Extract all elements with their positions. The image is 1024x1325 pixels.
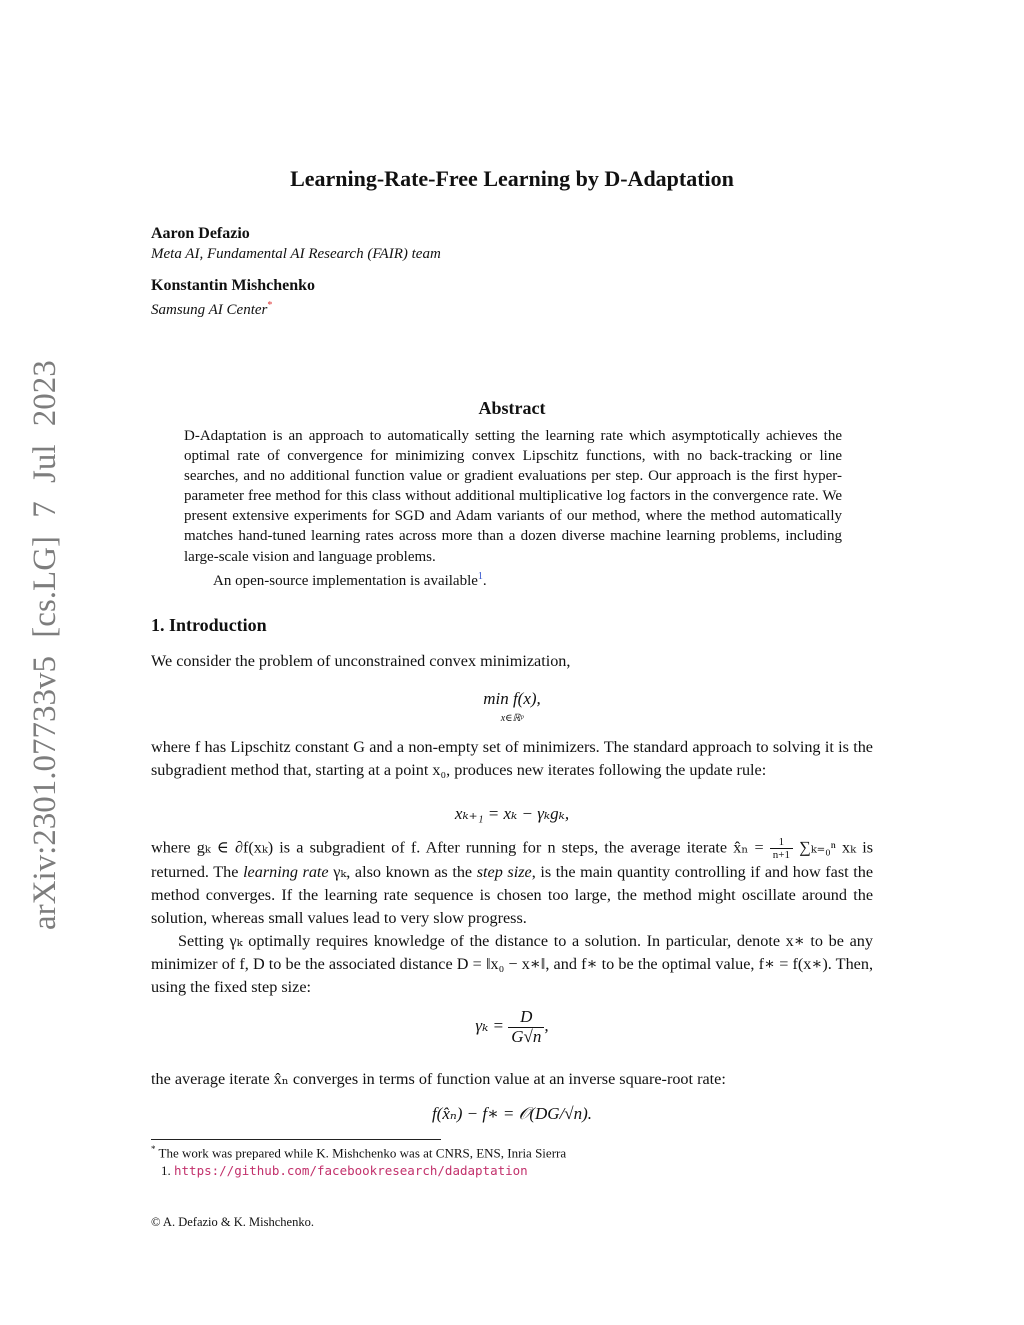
equation-1: min f(x), x∈ℝᵖ xyxy=(483,689,541,724)
abstract-heading: Abstract xyxy=(478,398,546,418)
arxiv-sidebar xyxy=(20,360,70,930)
footnote: * The work was prepared while K. Mishchenko was at CNRS, ENS, Inria Sierra xyxy=(151,1144,567,1161)
equation-2: xₖ₊₁ = xₖ − γₖgₖ, xyxy=(454,804,570,823)
author-affiliation: Samsung AI Center* xyxy=(151,300,273,318)
author-name: Aaron Defazio xyxy=(151,225,250,242)
paragraph: We consider the problem of unconstrained convex minimization, xyxy=(151,652,571,670)
paragraph: the average iterate x̂ₙ converges in terms of function value at an inverse square-root rate: xyxy=(151,1070,726,1088)
github-link[interactable]: https://github.com/facebookresearch/dadaptation xyxy=(174,1163,528,1178)
copyright-footer: © A. Defazio & K. Mishchenko. xyxy=(151,1215,314,1229)
equation-3: γₖ = $\frac{D}{G√n}$ , xyxy=(475,1007,549,1046)
abstract-implementation: An open-source implementation is available$^1$. xyxy=(213,570,487,589)
paragraph: where f has Lipschitz constant G and a non-empty set of minimizers. The standard approach to solving it is the subgradient method that, starting at a point x₀, produces new iterates following the update rule: xyxy=(151,738,873,779)
footnote: 1. https://github.com/facebookresearch/dadaptation xyxy=(161,1163,528,1178)
paragraph: where gₖ ∈ ∂f(xₖ) is a subgradient of f. After running for n steps, the average iterate x̂ₙ = $\frac{1}{n+1}$ ∑ₖ₌₀ⁿ xₖ is returned. The learning rate γₖ, also known as the step size, is the main quantity controlling if and how fast the method converges. If the learning rate sequence is chosen too large, the method might oscillate around the solution, whereas small values lead to very slow progress. Setting γₖ optimally requires knowledge of the distance to a solution. In particular, denote x∗ to be any minimizer of f, D to be the associated distance D = ‖x₀ − x∗‖, and f∗ to be the optimal value, f∗ = f(x∗). Then, using the fixed step size: xyxy=(151,836,874,997)
section-heading: 1. Introduction xyxy=(151,615,267,635)
arxiv-id: arXiv:2301.07733v5 [cs.LG] 7 Jul 2023 xyxy=(27,360,63,930)
author-name: Konstantin Mishchenko xyxy=(151,277,316,294)
paper-title: Learning-Rate-Free Learning by D-Adaptation xyxy=(290,166,734,191)
footnote-link-1[interactable]: 1 xyxy=(477,570,483,582)
abstract-text: D-Adaptation is an approach to automatically setting the learning rate which asymptotically achieves the optimal rate of convergence for minimizing convex Lipschitz functions, with no back-tracking or line searches, and no additional function value or gradient evaluations per step. Our approach is the first hyper-parameter free method for this class without additional multiplicative log factors in the convergence rate. We present extensive experiments for SGD and Adam variants of our method, where the method automatically matches hand-tuned learning rates across more than a dozen diverse machine learning problems, including large-scale vision and language problems. xyxy=(184,428,842,565)
equation-4: f(x̂ₙ) − f∗ = 𝒪(DG/√n). xyxy=(431,1104,593,1123)
footnote-mark[interactable]: * xyxy=(267,300,273,311)
author-affiliation: Meta AI, Fundamental AI Research (FAIR) team xyxy=(151,246,441,262)
footnote-rule xyxy=(151,1139,441,1140)
abstract-body xyxy=(184,426,842,591)
